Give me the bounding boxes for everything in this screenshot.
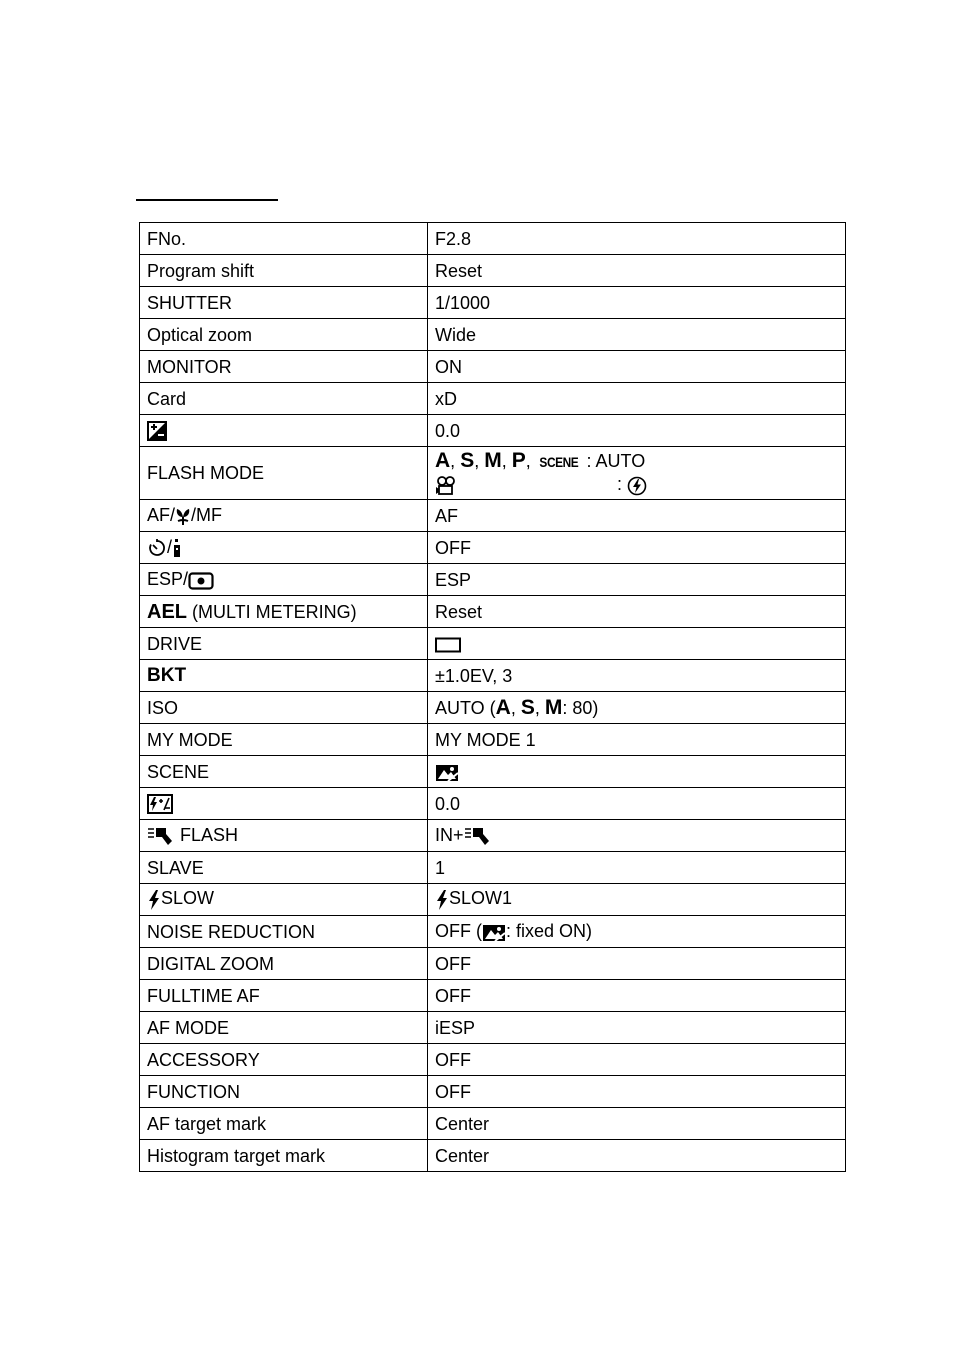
setting-name: AEL (MULTI METERING)	[140, 596, 428, 628]
setting-value: Reset	[428, 596, 846, 628]
setting-name: MONITOR	[140, 351, 428, 383]
setting-value: ESP	[428, 564, 846, 596]
setting-value: xD	[428, 383, 846, 415]
setting-value: ON	[428, 351, 846, 383]
setting-value: iESP	[428, 1012, 846, 1044]
mode-letter: A	[435, 449, 451, 473]
setting-name	[140, 788, 428, 820]
setting-name: SHUTTER	[140, 287, 428, 319]
table-row	[140, 724, 846, 756]
setting-value: OFF	[428, 980, 846, 1012]
table-row	[140, 884, 846, 916]
self-timer-icon	[147, 538, 167, 558]
setting-name: AF target mark	[140, 1108, 428, 1140]
setting-value: Center	[428, 1140, 846, 1172]
setting-name: FUNCTION	[140, 1076, 428, 1108]
setting-value: OFF ( : fixed ON)	[428, 916, 846, 948]
external-flash-icon	[147, 826, 175, 846]
scene-landscape-icon	[435, 764, 459, 782]
scene-landscape-icon	[482, 924, 506, 942]
setting-value: AUTO (A, S, M: 80)	[428, 692, 846, 724]
setting-name: /	[140, 532, 428, 564]
flash-icon	[147, 889, 161, 911]
table-row	[140, 820, 846, 852]
table-row	[140, 447, 846, 500]
setting-value: Wide	[428, 319, 846, 351]
movie-icon	[435, 476, 457, 496]
table-row	[140, 692, 846, 724]
mode-letter: P	[511, 449, 526, 473]
flash-icon	[435, 889, 449, 911]
setting-value: IN+	[428, 820, 846, 852]
table-row	[140, 596, 846, 628]
table-row	[140, 916, 846, 948]
setting-name: AF/ /MF	[140, 500, 428, 532]
table-row	[140, 1140, 846, 1172]
heading-underline	[136, 199, 278, 201]
setting-name: FNo.	[140, 223, 428, 255]
table-row	[140, 756, 846, 788]
setting-value: Center	[428, 1108, 846, 1140]
external-flash-icon	[464, 826, 492, 846]
setting-name: MY MODE	[140, 724, 428, 756]
setting-name: AF MODE	[140, 1012, 428, 1044]
table-row	[140, 415, 846, 447]
table-row	[140, 1044, 846, 1076]
table-row	[140, 628, 846, 660]
table-row	[140, 287, 846, 319]
setting-value	[428, 628, 846, 660]
table-row	[140, 255, 846, 287]
setting-name: ESP/	[140, 564, 428, 596]
table-row	[140, 564, 846, 596]
setting-name: DIGITAL ZOOM	[140, 948, 428, 980]
table-row	[140, 980, 846, 1012]
table-row	[140, 1012, 846, 1044]
mode-scene: SCENE	[539, 454, 579, 471]
table-row	[140, 351, 846, 383]
flash-setting: AUTO	[595, 451, 646, 472]
setting-name: Program shift	[140, 255, 428, 287]
setting-value: SLOW1	[428, 884, 846, 916]
table-row	[140, 660, 846, 692]
table-row	[140, 1108, 846, 1140]
table-row	[140, 319, 846, 351]
setting-name: DRIVE	[140, 628, 428, 660]
setting-value: Reset	[428, 255, 846, 287]
default-settings-table	[139, 222, 846, 1172]
setting-value: 0.0	[428, 788, 846, 820]
setting-name: Optical zoom	[140, 319, 428, 351]
setting-name: ISO	[140, 692, 428, 724]
setting-name: SLAVE	[140, 852, 428, 884]
remote-control-icon	[172, 538, 182, 558]
setting-value: MY MODE 1	[428, 724, 846, 756]
setting-value: AF	[428, 500, 846, 532]
mode-letter: M	[484, 449, 502, 473]
table-row	[140, 852, 846, 884]
table-row	[140, 383, 846, 415]
setting-value: ±1.0EV, 3	[428, 660, 846, 692]
flash-off-icon	[627, 476, 647, 496]
table-row	[140, 223, 846, 255]
setting-value: 0.0	[428, 415, 846, 447]
setting-name: SLOW	[140, 884, 428, 916]
setting-value: OFF	[428, 1044, 846, 1076]
single-frame-icon	[435, 637, 461, 653]
mode-letter: S	[460, 449, 475, 473]
setting-name: Card	[140, 383, 428, 415]
setting-name: SCENE	[140, 756, 428, 788]
setting-name: FLASH MODE	[140, 447, 428, 500]
table-row	[140, 500, 846, 532]
table-row	[140, 1076, 846, 1108]
setting-value: OFF	[428, 1076, 846, 1108]
macro-icon	[175, 508, 191, 526]
setting-name: NOISE REDUCTION	[140, 916, 428, 948]
setting-value: F2.8	[428, 223, 846, 255]
setting-name: Histogram target mark	[140, 1140, 428, 1172]
setting-name: FULLTIME AF	[140, 980, 428, 1012]
setting-name: ACCESSORY	[140, 1044, 428, 1076]
exposure-compensation-icon	[147, 421, 167, 441]
setting-value: OFF	[428, 532, 846, 564]
flash-mode-line-1: A, S, M, P, SCENE : AUTO	[435, 449, 646, 473]
setting-name: BKT	[140, 660, 428, 692]
setting-value: 1/1000	[428, 287, 846, 319]
setting-value: OFF	[428, 948, 846, 980]
spot-metering-icon	[188, 572, 214, 590]
flash-mode-line-2: :	[435, 473, 838, 495]
setting-value	[428, 756, 846, 788]
setting-name	[140, 415, 428, 447]
table-row	[140, 788, 846, 820]
setting-name: FLASH	[140, 820, 428, 852]
table-row	[140, 948, 846, 980]
setting-value: 1	[428, 852, 846, 884]
table-row	[140, 532, 846, 564]
setting-value	[428, 447, 846, 500]
flash-compensation-icon	[147, 794, 173, 814]
